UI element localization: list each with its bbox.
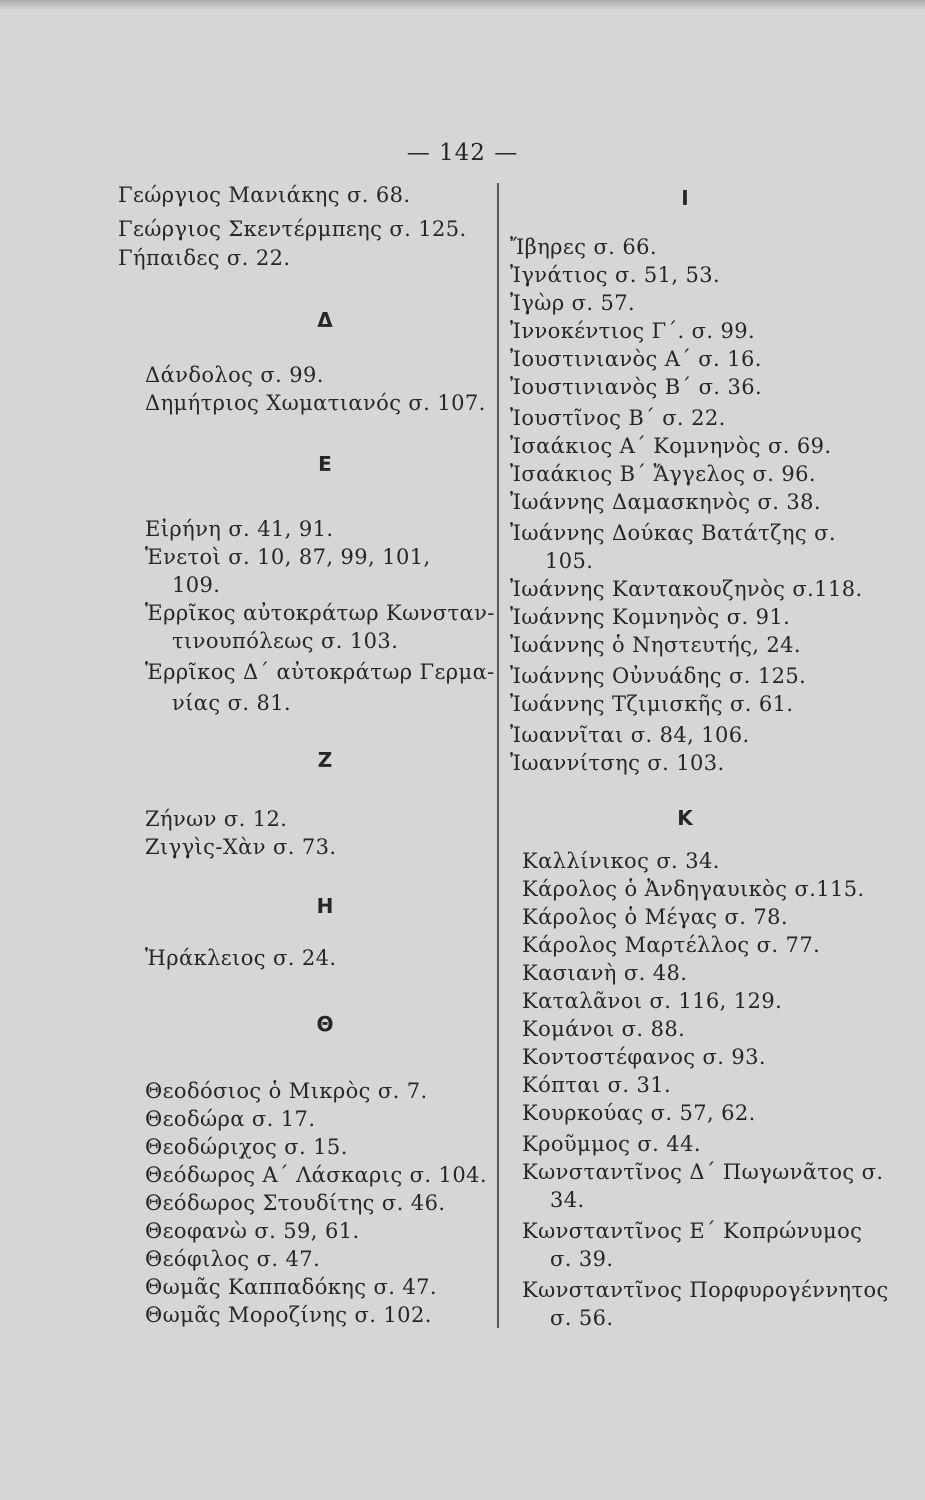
index-entry: Ἰωάννης Καντακουζηνὸς σ.118. xyxy=(510,577,863,601)
index-entry: Δημήτριος Χωματιανός σ. 107. xyxy=(145,391,486,415)
section-heading-theta: Θ xyxy=(316,1012,334,1036)
index-entry: Κομάνοι σ. 88. xyxy=(522,1017,686,1041)
index-entry: Ἑρρῖκος Δ΄ αὐτοκράτωρ Γερμα- xyxy=(145,660,495,684)
index-entry: Κοντοστέφανος σ. 93. xyxy=(522,1045,767,1069)
index-entry: Κωνσταντῖνος Πορφυρογέννητος xyxy=(522,1278,889,1302)
index-entry: Ἰγνάτιος σ. 51, 53. xyxy=(510,263,721,287)
index-entry-continuation: τινουπόλεως σ. 103. xyxy=(172,629,399,653)
index-entry: Θεόδωρος Στουδίτης σ. 46. xyxy=(145,1191,446,1215)
index-entry: Θεοφανὼ σ. 59, 61. xyxy=(145,1219,360,1243)
index-entry: Ἰωάννης Κομνηνὸς σ. 91. xyxy=(510,605,791,629)
index-entry: Ἰωάννης Οὐνυάδης σ. 125. xyxy=(510,664,807,688)
section-heading-eta: Η xyxy=(316,894,334,918)
index-entry: Θωμᾶς Μοροζίνης σ. 102. xyxy=(145,1303,432,1327)
index-entry: Ζήνων σ. 12. xyxy=(145,807,288,831)
index-entry: Κασιανὴ σ. 48. xyxy=(522,961,688,985)
index-entry-continuation: νίας σ. 81. xyxy=(172,691,292,715)
index-entry: Καλλίνικος σ. 34. xyxy=(522,849,720,873)
index-entry: Εἰρήνη σ. 41, 91. xyxy=(145,517,334,541)
index-entry: Ἑνετοὶ σ. 10, 87, 99, 101, xyxy=(145,545,431,569)
index-entry: Ἰωαννῖται σ. 84, 106. xyxy=(510,723,750,747)
index-entry: Ἰσαάκιος Β΄ Ἄγγελος σ. 96. xyxy=(510,462,816,486)
index-entry: Θεόφιλος σ. 47. xyxy=(145,1247,321,1271)
index-entry: Ἰωάννης Δούκας Βατάτζης σ. xyxy=(510,521,836,545)
index-entry: Ἡράκλειος σ. 24. xyxy=(145,946,337,970)
index-entry: Κόπται σ. 31. xyxy=(522,1073,672,1097)
index-entry-continuation: σ. 39. xyxy=(550,1247,614,1271)
index-entry: Δάνδολος σ. 99. xyxy=(145,363,324,387)
index-entry: Κάρολος ὁ Ἀνδηγαυικὸς σ.115. xyxy=(522,877,865,901)
index-entry: Κάρολος Μαρτέλλος σ. 77. xyxy=(522,933,821,957)
index-entry: Θεόδωρος Α΄ Λάσκαρις σ. 104. xyxy=(145,1163,487,1187)
index-entry: Γήπαιδες σ. 22. xyxy=(118,246,291,270)
index-entry: Ἰωάννης ὁ Νηστευτής, 24. xyxy=(510,633,801,657)
index-entry: Ἰουστινιανὸς Α΄ σ. 16. xyxy=(510,347,762,371)
index-entry: Κωνσταντῖνος Ε΄ Κοπρώνυμος xyxy=(522,1219,863,1243)
index-entry: Ἑρρῖκος αὐτοκράτωρ Κωνσταν- xyxy=(145,601,495,625)
index-entry: Ἰννοκέντιος Γ΄. σ. 99. xyxy=(510,319,756,343)
index-entry: Ἰωαννίτσης σ. 103. xyxy=(510,751,725,775)
index-entry-continuation: 105. xyxy=(545,549,594,573)
index-entry: Θωμᾶς Καππαδόκης σ. 47. xyxy=(145,1275,437,1299)
index-entry-continuation: 109. xyxy=(172,573,221,597)
section-heading-epsilon: Ε xyxy=(318,452,332,476)
index-entry: Ἰγὼρ σ. 57. xyxy=(510,291,636,315)
index-entry-continuation: 34. xyxy=(550,1188,585,1212)
index-entry: Κωνσταντῖνος Δ΄ Πωγωνᾶτος σ. xyxy=(522,1160,884,1184)
index-entry: Γεώργιος Μανιάκης σ. 68. xyxy=(118,183,411,207)
index-entry: Ἰουστῖνος Β΄ σ. 22. xyxy=(510,406,726,430)
index-entry: Γεώργιος Σκεντέρμπεης σ. 125. xyxy=(118,217,467,241)
page-number: — 142 — xyxy=(406,140,519,166)
index-entry: Κροῦμμος σ. 44. xyxy=(522,1132,701,1156)
section-heading-iota: Ι xyxy=(681,186,689,210)
index-entry-continuation: σ. 56. xyxy=(550,1306,614,1330)
index-entry: Ζιγγὶς-Χὰν σ. 73. xyxy=(145,835,337,859)
index-entry: Καταλᾶνοι σ. 116, 129. xyxy=(522,989,783,1013)
section-heading-kappa: Κ xyxy=(677,806,693,830)
index-entry: Ἰσαάκιος Α΄ Κομνηνὸς σ. 69. xyxy=(510,434,832,458)
index-entry: Κάρολος ὁ Μέγας σ. 78. xyxy=(522,905,788,929)
index-entry: Ἰωάννης Δαμασκηνὸς σ. 38. xyxy=(510,490,821,514)
section-heading-delta: Δ xyxy=(317,308,333,332)
index-entry: Θεοδώριχος σ. 15. xyxy=(145,1135,348,1159)
index-entry: Θεοδόσιος ὁ Μικρὸς σ. 7. xyxy=(145,1079,428,1103)
index-entry: Ἰωάννης Τζιμισκῆς σ. 61. xyxy=(510,692,794,716)
index-entry: Κουρκούας σ. 57, 62. xyxy=(522,1101,756,1125)
index-entry: Ἴβηρες σ. 66. xyxy=(510,235,657,259)
index-entry: Θεοδώρα σ. 17. xyxy=(145,1107,316,1131)
section-heading-zeta: Ζ xyxy=(317,748,333,772)
index-entry: Ἰουστινιανὸς Β΄ σ. 36. xyxy=(510,375,763,399)
